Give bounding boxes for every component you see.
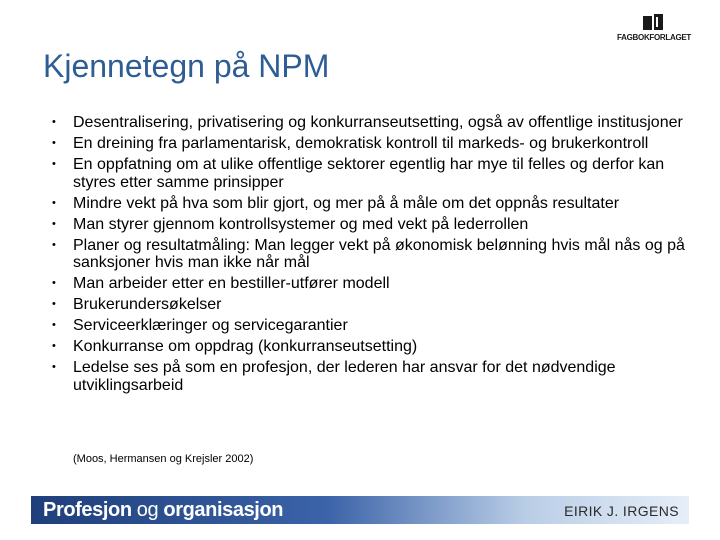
bullet-dot-icon: • xyxy=(52,137,56,149)
bullet-text: Man styrer gjennom kontrollsystemer og med vekt på lederrollen xyxy=(73,215,529,233)
citation: (Moos, Hermansen og Krejsler 2002) xyxy=(73,453,254,465)
bullet-text: En dreining fra parlamentarisk, demokratisk kontroll til markeds- og brukerkontroll xyxy=(73,135,649,152)
bullet-item xyxy=(52,135,692,153)
book-logo-icon xyxy=(641,14,665,32)
book-title-connector: og xyxy=(136,499,159,521)
bullet-text: Mindre vekt på hva som blir gjort, og mer på å måle om det oppnås resultater xyxy=(73,194,620,212)
bullet-item xyxy=(52,359,692,394)
bullet-dot-icon: • xyxy=(52,277,56,289)
bullet-dot-icon: • xyxy=(52,361,56,373)
bullet-dot-icon: • xyxy=(52,196,56,209)
bullet-dot-icon: • xyxy=(52,238,56,251)
bullet-text: Serviceerklæringer og servicegarantier xyxy=(73,317,348,334)
bullet-text: Brukerundersøkelser xyxy=(73,296,222,313)
book-title xyxy=(43,499,283,522)
bullet-item xyxy=(52,114,692,132)
footer-banner xyxy=(31,496,689,524)
publisher-logo xyxy=(617,14,692,48)
book-title-part: Profesjon xyxy=(43,499,137,521)
bullet-text: Man arbeider etter en bestiller-utfører modell xyxy=(73,275,390,292)
bullet-text: Planer og resultatmåling: Man legger vekt på økonomisk belønning hvis mål nås og på sanksjoner hvis man ikke når mål xyxy=(73,236,685,271)
bullet-list xyxy=(52,114,692,398)
bullet-text: Ledelse ses på som en profesjon, der lederen har ansvar for det nødvendige utviklingsarbeid xyxy=(73,359,616,394)
publisher-name: FAGBOKFORLAGET xyxy=(617,33,692,42)
bullet-dot-icon: • xyxy=(52,158,56,170)
bullet-dot-icon: • xyxy=(52,340,56,352)
bullet-item xyxy=(52,195,692,213)
bullet-item xyxy=(52,317,692,335)
bullet-text: Konkurranse om oppdrag (konkurranseutsetting) xyxy=(73,338,418,355)
bullet-dot-icon: • xyxy=(52,116,56,128)
bullet-item xyxy=(52,296,692,314)
slide-title: Kjennetegn på NPM xyxy=(43,48,330,84)
bullet-item xyxy=(52,237,692,272)
bullet-item xyxy=(52,275,692,293)
bullet-item xyxy=(52,338,692,356)
bullet-dot-icon: • xyxy=(52,298,56,310)
author-name: EIRIK J. IRGENS xyxy=(564,503,679,519)
book-title-part: organisasjon xyxy=(158,499,284,521)
bullet-item xyxy=(52,216,692,234)
bullet-item xyxy=(52,156,692,191)
bullet-text: En oppfatning om at ulike offentlige sektorer egentlig har mye til felles og derfor kan styres etter samme prinsipper xyxy=(73,156,665,191)
bullet-dot-icon: • xyxy=(52,319,56,331)
bullet-text: Desentralisering, privatisering og konkurranseutsetting, også av offentlige institusjoner xyxy=(73,114,683,131)
bullet-dot-icon: • xyxy=(52,217,56,230)
